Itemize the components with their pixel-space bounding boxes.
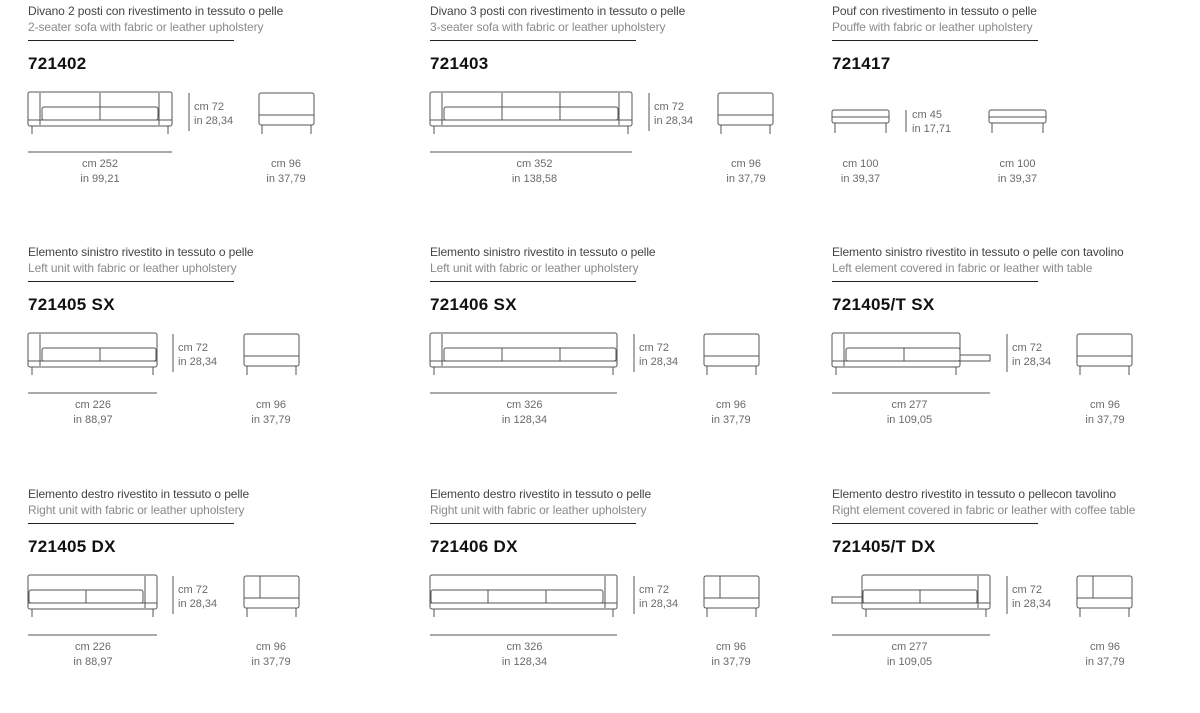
description-italian: Elemento destro rivestito in tessuto o pellecon tavolino (832, 487, 1116, 501)
product-card-721406-dx (430, 483, 810, 713)
product-code: 721417 (832, 54, 891, 73)
depth-dimension: cm 96 in 37,79 (251, 641, 291, 668)
depth-dimension: cm 96 in 37,79 (266, 158, 306, 185)
description-english: Left element covered in fabric or leather with table (832, 261, 1093, 275)
description-english: Left unit with fabric or leather upholstery (430, 261, 639, 275)
depth-dimension: cm 96 in 37,79 (1085, 399, 1125, 426)
width-dimension: cm 226 in 88,97 (73, 399, 113, 426)
depth-dimension: cm 96 in 37,79 (251, 399, 291, 426)
product-card-721406-sx (430, 241, 810, 471)
height-dimension: cm 72 in 28,34 (178, 342, 218, 368)
height-dimension: cm 72 in 28,34 (194, 101, 234, 127)
description-english: Right unit with fabric or leather upholstery (28, 503, 245, 517)
width-dimension: cm 226 in 88,97 (73, 641, 113, 668)
description-italian: Elemento sinistro rivestito in tessuto o pelle (28, 245, 254, 259)
product-code: 721405 DX (28, 537, 116, 556)
depth-dimension: cm 96 in 37,79 (711, 641, 751, 668)
product-code: 721406 SX (430, 295, 517, 314)
side-view-drawing (244, 576, 299, 617)
description-italian: Elemento destro rivestito in tessuto o pelle (430, 487, 652, 501)
side-view-drawing (1077, 334, 1132, 375)
side-view-drawing (259, 93, 314, 134)
description-english: 2-seater sofa with fabric or leather upholstery (28, 20, 264, 34)
product-code: 721402 (28, 54, 87, 73)
product-code: 721405/T DX (832, 537, 936, 556)
product-code: 721406 DX (430, 537, 518, 556)
product-card-721402 (28, 0, 408, 230)
height-dimension: cm 72 in 28,34 (178, 584, 218, 610)
depth-dimension: cm 96 in 37,79 (711, 399, 751, 426)
description-italian: Divano 2 posti con rivestimento in tessuto o pelle (28, 4, 284, 18)
description-english: Pouffe with fabric or leather upholstery (832, 20, 1033, 34)
description-italian: Elemento destro rivestito in tessuto o pelle (28, 487, 250, 501)
height-dimension: cm 72 in 28,34 (654, 101, 694, 127)
product-card-721405-sx (28, 241, 408, 471)
product-code: 721405 SX (28, 295, 115, 314)
height-dimension: cm 45 in 17,71 (912, 109, 952, 135)
description-italian: Elemento sinistro rivestito in tessuto o pelle con tavolino (832, 245, 1124, 259)
width-dimension: cm 252 in 99,21 (80, 158, 120, 185)
height-dimension: cm 72 in 28,34 (1012, 584, 1052, 610)
product-code: 721405/T SX (832, 295, 935, 314)
side-view-drawing (989, 110, 1046, 133)
description-english: Left unit with fabric or leather upholstery (28, 261, 237, 275)
product-code: 721403 (430, 54, 489, 73)
width-dimension: cm 277 in 109,05 (886, 641, 933, 668)
description-english: 3-seater sofa with fabric or leather upholstery (430, 20, 666, 34)
side-view-drawing (1077, 576, 1132, 617)
product-card-721403 (430, 0, 810, 230)
width-dimension: cm 277 in 109,05 (886, 399, 933, 426)
side-view-drawing (704, 576, 759, 617)
description-english: Right element covered in fabric or leather with coffee table (832, 503, 1136, 517)
product-card-721405t-dx (832, 483, 1200, 713)
description-italian: Pouf con rivestimento in tessuto o pelle (832, 4, 1037, 18)
height-dimension: cm 72 in 28,34 (639, 342, 679, 368)
depth-dimension: cm 96 in 37,79 (1085, 641, 1125, 668)
product-card-721405-dx (28, 483, 408, 713)
description-italian: Elemento sinistro rivestito in tessuto o pelle (430, 245, 656, 259)
side-view-drawing (704, 334, 759, 375)
width-dimension: cm 352 in 138,58 (511, 158, 558, 185)
height-dimension: cm 72 in 28,34 (639, 584, 679, 610)
product-card-721405t-sx (832, 241, 1200, 471)
height-dimension: cm 72 in 28,34 (1012, 342, 1052, 368)
side-view-drawing (718, 93, 773, 134)
width-dimension: cm 100 in 39,37 (840, 158, 881, 185)
width-dimension: cm 326 in 128,34 (501, 641, 548, 668)
depth-dimension: cm 100 in 39,37 (997, 158, 1038, 185)
width-dimension: cm 326 in 128,34 (501, 399, 548, 426)
description-english: Right unit with fabric or leather upholstery (430, 503, 647, 517)
side-view-drawing (244, 334, 299, 375)
description-italian: Divano 3 posti con rivestimento in tessuto o pelle (430, 4, 686, 18)
depth-dimension: cm 96 in 37,79 (726, 158, 766, 185)
product-card-721417 (832, 0, 1200, 230)
